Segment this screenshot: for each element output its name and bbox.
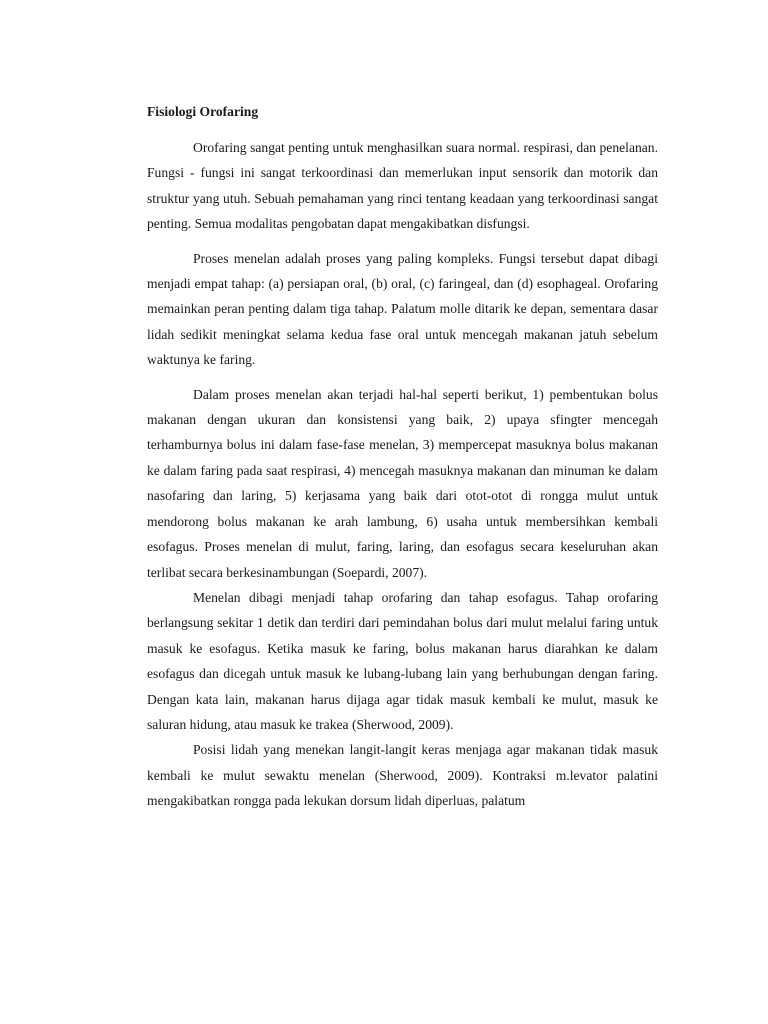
paragraph-1: Orofaring sangat penting untuk menghasilkan suara normal. respirasi, dan penelanan. Fungsi - fungsi ini sangat terkoordinasi dan memerlukan input sensorik dan motorik dan struktur yang utuh. Sebuah pemahaman yang rinci tentang keadaan yang terkoordinasi sangat penting. Semua modalitas pengobatan dapat mengakibatkan disfungsi. [147,140,658,232]
document-body [147,96,658,814]
paragraph-2: Proses menelan adalah proses yang paling kompleks. Fungsi tersebut dapat dibagi menjadi empat tahap: (a) persiapan oral, (b) oral, (c) faringeal, dan (d) esophageal. Orofaring memainkan peran penting dalam tiga tahap. Palatum molle ditarik ke depan, sementara dasar lidah sedikit meningkat selama kedua fase oral untuk mencegah makanan jatuh sebelum waktunya ke faring. [147,250,658,368]
paragraph-5: Posisi lidah yang menekan langit-langit keras menjaga agar makanan tidak masuk kembali ke mulut sewaktu menelan (Sherwood, 2009). Kontraksi m.levator palatini mengakibatkan rongga pada lekukan dorsum lidah diperluas, palatum [147,742,658,809]
paragraph-4: Menelan dibagi menjadi tahap orofaring dan tahap esofagus. Tahap orofaring berlangsung sekitar 1 detik dan terdiri dari pemindahan bolus dari mulut melalui faring untuk masuk ke esofagus. Ketika masuk ke faring, bolus makanan harus diarahkan ke dalam esofagus dan dicegah untuk masuk ke lubang-lubang lain yang berhubungan dengan faring. Dengan kata lain, makanan harus dijaga agar tidak masuk kembali ke mulut, masuk ke saluran hidung, atau masuk ke trakea (Sherwood, 2009). [147,589,658,732]
paragraph-3: Dalam proses menelan akan terjadi hal-hal seperti berikut, 1) pembentukan bolus makanan dengan ukuran dan konsistensi yang baik, 2) upaya sfingter mencegah terhamburnya bolus ini dalam fase-fase menelan, 3) mempercepat masuknya bolus makanan ke dalam faring pada saat respirasi, 4) mencegah masuknya makanan dan minuman ke dalam nasofaring dan laring, 5) kerjasama yang baik dari otot-otot di rongga mulut untuk mendorong bolus makanan ke arah lambung, 6) usaha untuk membersihkan kembali esofagus. Proses menelan di mulut, faring, laring, dan esofagus secara keseluruhan akan terlibat secara berkesinambungan (Soepardi, 2007). [147,386,658,580]
section-title: Fisiologi Orofaring [147,104,259,119]
